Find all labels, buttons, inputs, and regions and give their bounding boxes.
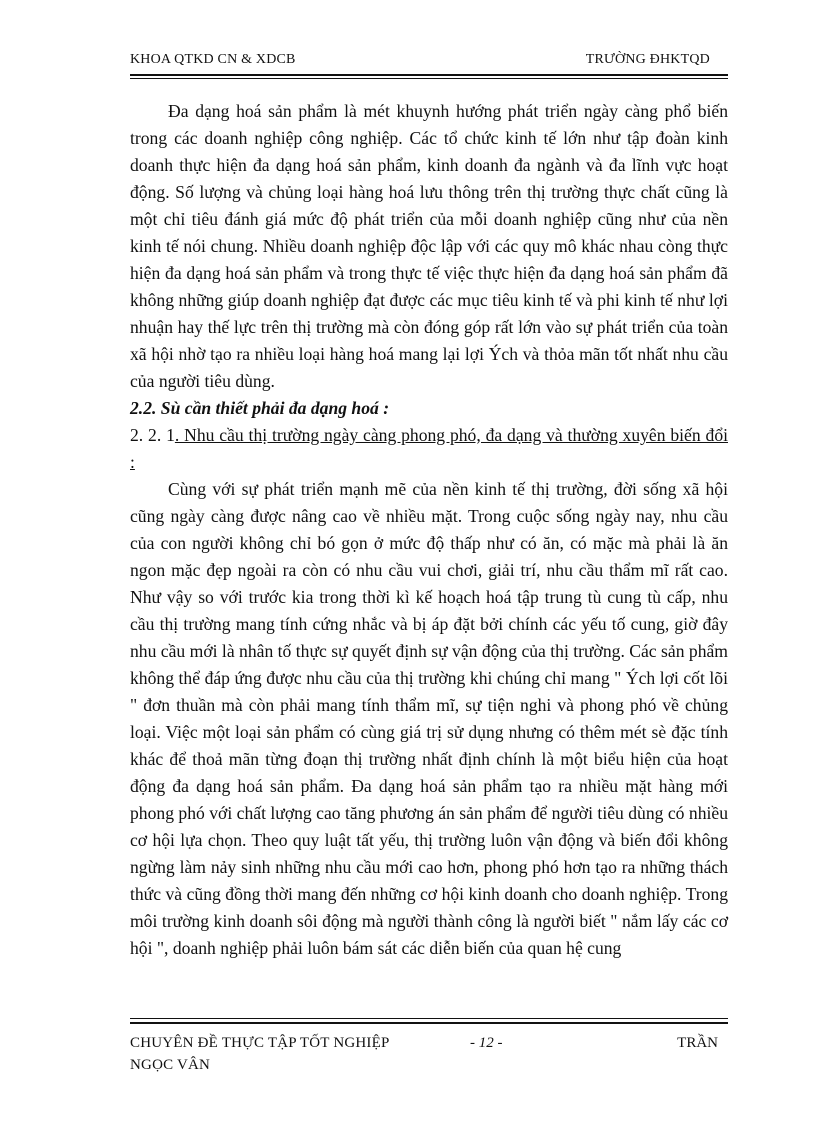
paragraph-diversification-trend: Đa dạng hoá sản phẩm là mét khuynh hướng phát triển ngày càng phổ biến trong các doanh nghiệp công nghiệp. Các tổ chức kinh tế lớn như tập đoàn kinh doanh thực hiện đa dạng hoá sản phẩm, kinh doanh đa ngành và đa lĩnh vực hoạt động. Số lượng và chủng loại hàng hoá lưu thông trên thị trường thực chất cũng là một chỉ tiêu đánh giá mức độ phát triển của mỗi doanh nghiệp cũng như của nền kinh tế nói chung. Nhiều doanh nghiệp độc lập với các quy mô khác nhau còng thực hiện đa dạng hoá sản phẩm và trong thực tế việc thực hiện đa dạng hoá sản phẩm đã không những giúp doanh nghiệp đạt được các mục tiêu kinh tế và phi kinh tế như lợi nhuận hay thế lực trên thị trường mà còn đóng góp rất lớn vào sự phát triển của toàn xã hội nhờ tạo ra nhiều loại hàng hoá mang lại lợi Ých và thỏa mãn tốt nhất nhu cầu của người tiêu dùng. [130, 101, 728, 391]
footer-report-title: CHUYÊN ĐỀ THỰC TẬP TỐT NGHIỆP [130, 1035, 390, 1051]
header-rule-thick [130, 74, 728, 76]
footer-author-name: NGỌC VÂN [130, 1057, 211, 1073]
page-header [130, 52, 728, 74]
footer-rule-thin [130, 1018, 728, 1019]
header-faculty: KHOA QTKD CN & XDCB [130, 52, 296, 67]
footer-rule-thick [130, 1022, 728, 1024]
footer-page-number: - 12 - [470, 1035, 503, 1051]
header-rule-thin [130, 78, 728, 79]
section-heading: 2.2. Sù cần thiết phải đa dạng hoá : [130, 398, 390, 418]
subsection-heading [130, 422, 728, 476]
page-body [130, 98, 728, 962]
paragraph-market-demand: Cùng với sự phát triển mạnh mẽ của nền kinh tế thị trường, đời sống xã hội cũng ngày càng được nâng cao về nhiều mặt. Trong cuộc sống ngày nay, nhu cầu của con người không chỉ bó gọn ở mức độ thấp như có ăn, có mặc mà phải là ăn ngon mặc đẹp ngoài ra còn có nhu cầu vui chơi, giải trí, nhu cầu thẩm mĩ rất cao. Như vậy so với trước kia trong thời kì kế hoạch hoá tập trung tù cung tù cấp, nhu cầu thị trường mang tính cứng nhắc và bị áp đặt bởi chính các yếu tố cung, giờ đây nhu cầu mới là nhân tố thực sự quyết định sự vận động của thị trường. Các sản phẩm không thể đáp ứng được nhu cầu của thị trường khi chúng chỉ mang " Ých lợi cốt lõi " đơn thuần mà còn phải mang tính thẩm mĩ, sự tiện nghi và phong phó về chủng loại. Việc một loại sản phẩm có cùng giá trị sử dụng nhưng có thêm mét sè đặc tính khác để thoả mãn từng đoạn thị trường nhất định chính là một biểu hiện của hoạt động đa dạng hoá sản phẩm. Đa dạng hoá sản phẩm tạo ra nhiều mặt hàng mới phong phó với chất lượng cao tăng phương án sản phẩm để người tiêu dùng có nhiều cơ hội lựa chọn. Theo quy luật tất yếu, thị trường luôn vận động và biến đổi không ngừng làm nảy sinh những nhu cầu mới cao hơn, phong phó hơn tạo ra những thách thức và cũng đồng thời mang đến những cơ hội kinh doanh cho doanh nghiệp. Trong môi trường kinh doanh sôi động mà người thành công là người biết " nắm lấy các cơ hội ", doanh nghiệp phải luôn bám sát các diễn biến của quan hệ cung [130, 479, 728, 958]
subsection-title: . Nhu cầu thị trường ngày càng phong phó, đa dạng và thường xuyên biến đổi : [130, 425, 728, 472]
header-university: TRƯỜNG ĐHKTQD [585, 52, 710, 67]
footer-author-surname: TRẦN [677, 1035, 718, 1051]
subsection-number: 2. 2. 1 [130, 425, 175, 445]
